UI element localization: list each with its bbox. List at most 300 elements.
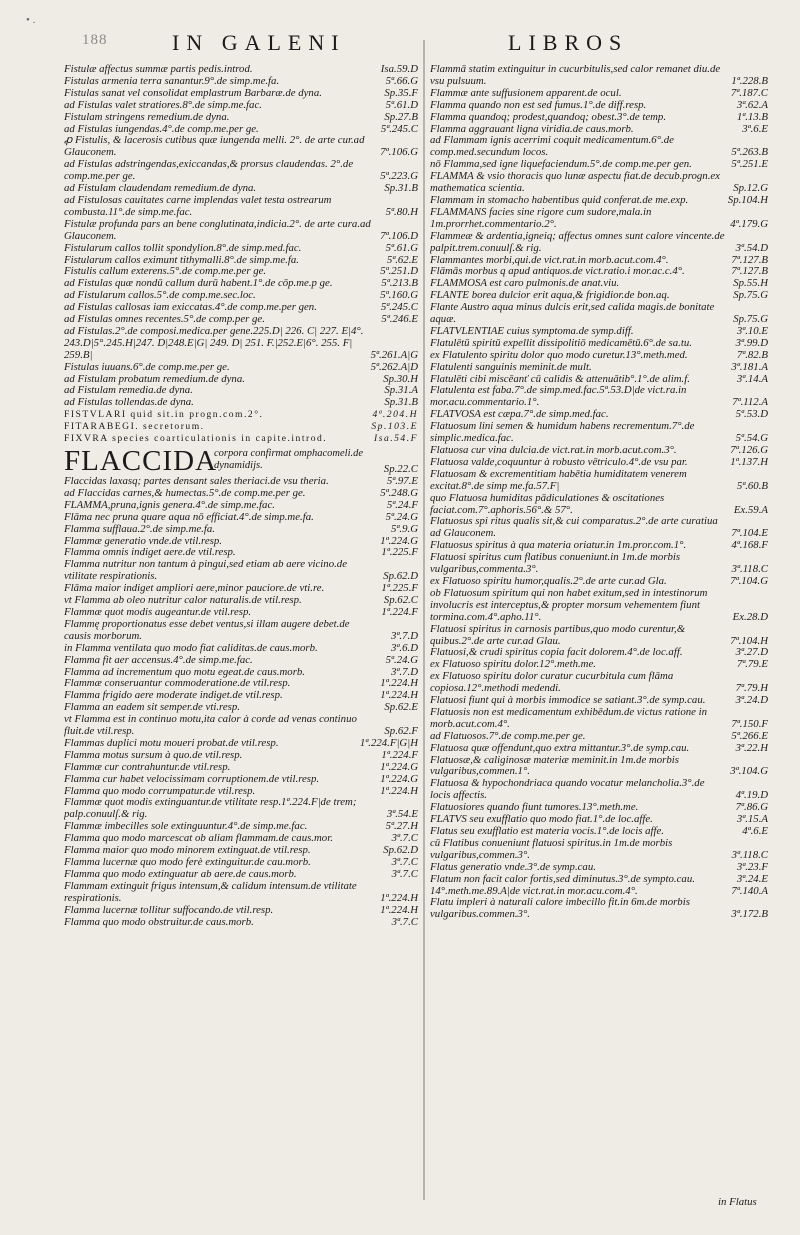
index-entry [430, 516, 768, 540]
entry-text: Flatus generatio vnde.3°.de symp.cau. [430, 861, 596, 873]
index-entry [64, 655, 418, 667]
entry-text: ad Fistulam claudendam remedium.de dyna. [64, 183, 257, 195]
entry-reference: 3ª.24.D [735, 695, 768, 707]
entry-reference: 3ª.54.D [735, 241, 768, 254]
index-entry [430, 350, 768, 362]
entry-text: Flamma lucernæ quo modo ferè extinguitur.de cau.morb. [64, 857, 311, 868]
index-entry [64, 183, 418, 195]
entry-text: Flamma an eadem sit semper.de vti.resp. [64, 702, 240, 714]
index-entry [64, 845, 418, 857]
entry-reference: Isa.59.D [380, 64, 418, 75]
entry-text: Flatulētū spiritū expellit dissipolitiō medicamētū.6°.de sa.tu. [430, 337, 692, 349]
entry-reference: 7ª.106.G [380, 146, 418, 159]
index-entry [64, 64, 418, 76]
entry-reference: 3ª.10.E [736, 325, 768, 337]
entry-text: Flamma quo modo obstruitur.de caus.morb. [64, 916, 254, 928]
index-entry [430, 814, 768, 826]
entry-text: ꝓ Fistulis, & lacerosis cutibus quæ iungenda melli. 2°. de arte cur.ad Glauconem. [64, 135, 365, 159]
entry-text: Flatuosus spiritus à qua materia oriatur.in 1m.pror.com.1°. [430, 540, 687, 552]
entry-reference: Sp.31.A [384, 385, 418, 397]
corner-mark: • . [26, 14, 36, 26]
index-entry [64, 219, 418, 243]
entry-reference: 5ª.24.G [385, 511, 418, 523]
entry-reference: 5ª.97.E [386, 476, 418, 487]
entry-text: Flamma quando non est sed fumus.1°.de diff.resp. [430, 99, 647, 111]
entry-reference: 5ª.160.G [380, 290, 418, 302]
entry-text: Fistularum callos eximunt tithymalli.8°.de simp.me.fa. [64, 254, 299, 266]
index-entry [430, 362, 768, 374]
entry-reference: 4ª.204.H [372, 409, 418, 421]
index-entry [430, 659, 768, 671]
entry-text: Fistulæ profunda pars an bene conglutinata,indicia.2°. de arte cura.ad Glauconem. [64, 218, 371, 242]
entry-reference: 3ª.15.A [736, 814, 768, 826]
index-entry [64, 397, 418, 409]
entry-text: Flamma quo modo corrumpatur.de vtil.resp. [64, 785, 256, 797]
entry-text: Flatuosa valde,coquuntur à robusto vētriculo.4°.de vsu par. [430, 456, 688, 468]
index-entry [64, 385, 418, 397]
index-entry [430, 838, 768, 862]
entry-text: Flante Austro aqua minus dulcis erit,sed calida magis.de bonitate aquæ. [430, 302, 715, 326]
entry-text: Flatulenta est faba.7°.de simp.med.fac.5ª.53.D|de vict.ra.in mor.acu.commentario.1°. [430, 385, 687, 409]
entry-text: ad Fistulas callosas iam exiccatas.4°.de comp.me.per gen. [64, 302, 317, 314]
entry-reference: Sp.55.H [733, 278, 768, 290]
entry-reference: Sp.31.B [384, 183, 418, 195]
entry-reference: 1ª.225.F [381, 583, 418, 595]
entry-reference: 7ª.104.H [730, 634, 768, 647]
entry-reference: 5ª.53.D [735, 409, 768, 421]
index-entry [430, 64, 768, 88]
entry-reference: 5ª.60.B [736, 479, 768, 492]
entry-text: Flāma nec pruna quare aqua nō efficiat.4°.de simp.me.fa. [64, 511, 314, 523]
entry-reference: 1ª.224.H [380, 678, 418, 690]
entry-text: Flamma frigido aere moderate indiget.de vtil.resp. [64, 690, 283, 702]
index-entry [430, 695, 768, 707]
left-entries-group [64, 64, 418, 445]
entry-text: ex Flatuoso spiritu dolor curatur cucurbitula cum flāma copiosa.12°.methodi medendi. [430, 671, 674, 695]
index-entry [430, 195, 768, 207]
entry-text: Flatuosis non est medicamentum exhibēdum.de victus ratione in morb.acut.com.4°. [430, 706, 708, 730]
index-entry [64, 76, 418, 88]
index-entry [430, 886, 768, 898]
entry-reference: Sp.62.D [383, 570, 418, 583]
index-entry [430, 135, 768, 159]
index-entry [430, 231, 768, 255]
entry-reference: 5ª.66.G [385, 75, 418, 87]
index-entry [64, 714, 418, 738]
section-initial-heading [64, 447, 418, 475]
entry-reference: 5ª.248.G [380, 487, 418, 499]
index-entry [430, 409, 768, 421]
index-entry [430, 802, 768, 814]
entry-reference: 7ª.140.A [731, 885, 768, 897]
entry-reference: 7ª.82.B [736, 349, 768, 361]
entry-reference: 5ª.245.C [380, 302, 418, 314]
entry-text: Flamma ad incrementum quo motu egeat.de caus.morb. [64, 666, 305, 678]
entry-text: FLAMMA & vsio thoracis quo lunæ aspectu fiat.de decub.progn.ex mathematica scientia. [430, 171, 720, 195]
index-entry [64, 559, 418, 583]
entry-reference: 1ª.224.G [380, 535, 418, 547]
entry-text: ad Fistulas omnes recentes.5°.de comp.per ge. [64, 314, 265, 326]
entry-text: Fistulam stringens remedium.de dyna. [64, 111, 230, 123]
entry-text: Flatulenti sanguinis meminit.de mult. [430, 361, 592, 373]
entry-text: Flatuosiores quando fiunt tumores.13°.meth.me. [430, 802, 639, 814]
entry-text: Flamma maior quo modo minorem extinguat.de vtil.resp. [64, 845, 311, 857]
entry-text: Flatuosi spiritus cum flatibus conueniunt.in 1m.de morbis vulgaribus,commenta.3°. [430, 552, 681, 576]
entry-text: Flamma lucernæ tollitur suffocando.de vtil.resp. [64, 904, 274, 916]
entry-text: Flamma quandoq; prodest,quandoq; obest.3°.de temp. [430, 111, 667, 123]
entry-reference: Isa.54.F [374, 433, 418, 445]
entry-text: ad Flaccidas carnes,& humectas.5°.de comp.me.per ge. [64, 487, 306, 499]
index-entry [64, 314, 418, 326]
entry-reference: 5ª.266.E [731, 730, 768, 742]
index-entry [64, 326, 418, 362]
entry-reference: Sp.62.F [384, 725, 418, 738]
entry-text: ad Flammam ignis acerrimi coquit medicamentum.6°.de comp.med.secundum locos. [430, 135, 674, 159]
entry-reference: 7ª.104.G [730, 575, 768, 587]
running-head [0, 28, 800, 58]
index-entry [64, 374, 418, 386]
entry-reference: 3ª.27.D [735, 647, 768, 659]
entry-text: Flamma omnis indiget aere.de vtil.resp. [64, 547, 236, 559]
entry-reference: Sp.35.F [384, 87, 418, 99]
index-entry [64, 833, 418, 845]
entry-text: Flatuosi fiunt qui à morbis immodice se satiant.3°.de symp.cau. [430, 695, 706, 707]
entry-text: FISTVLARI quid sit.in progn.com.2°. [64, 409, 264, 421]
index-entry [430, 755, 768, 779]
index-entry [430, 159, 768, 171]
entry-reference: 3ª.7.C [391, 868, 418, 880]
entry-reference: 7ª.106.D [380, 229, 418, 242]
entry-text: Fistularum callos tollit spondylion.8°.de simp.med.fac. [64, 242, 302, 254]
entry-text: ad Fistulas quæ nondū callum durū habent.1°.de cōp.me.p ge. [64, 278, 333, 290]
entry-text: ad Fistulas valet stratiores.8°.de simp.me.fac. [64, 99, 262, 111]
index-entry [430, 493, 768, 517]
entry-text: Flatulēti cibi miscēanť cū calidis & attenuātib°.1°.de alim.f. [430, 373, 690, 385]
entry-reference: Sp.27.B [384, 111, 418, 123]
index-entry [64, 774, 418, 786]
index-entry [64, 750, 418, 762]
entry-text: Flammę proportionatus esse debet ventus,si illam augere debet.de causis morborum. [64, 618, 350, 642]
entry-text: Flaccidas laxasq; partes densant sales theriaci.de vsu theria. [64, 476, 329, 487]
index-entry [64, 88, 418, 100]
entry-reference: 5ª.261.A|G [370, 348, 418, 361]
entry-text: Flammæ ante suffusionem apparent.de ocul. [430, 87, 622, 99]
entry-text: vt Flamma est in continuo motu,ita calor à corde ad venas continuo fluit.de vtil.resp. [64, 714, 357, 738]
entry-text: ad Fistulas adstringendas,exiccandas,& prorsus claudendas. 2°.de comp.me.per ge. [64, 159, 354, 183]
entry-reference: 4ª.179.G [730, 217, 768, 230]
entry-reference: 1ª.224.F [381, 749, 418, 761]
index-entry [430, 100, 768, 112]
entry-text: Flammantes morbi,qui.de vict.rat.in morb.acut.com.4°. [430, 254, 669, 266]
index-entry [64, 786, 418, 798]
entry-reference: 5ª.223.G [380, 170, 418, 183]
entry-text: ad Flatuosos.7°.de comp.me.per ge. [430, 730, 586, 742]
entry-text: cū Flatibus conueniunt flatuosi spiritus.in 1m.de morbis vulgaribus,commen.3°. [430, 837, 673, 861]
index-entry [430, 124, 768, 136]
entry-text: nō Flamma,sed igne liquefaciendum.5°.de comp.me.per gen. [430, 159, 692, 171]
entry-reference: 1ª.224.F|G|H [359, 737, 418, 749]
entry-text: Flammas duplici motu moueri probat.de vtil.resp. [64, 737, 279, 749]
index-entry [430, 647, 768, 659]
index-entry [430, 421, 768, 445]
index-entry [64, 524, 418, 536]
index-entry [430, 897, 768, 921]
entry-reference: 5ª.61.G [385, 242, 418, 254]
entry-text: FLATVOSA est cæpa.7°.de simp.med.fac. [430, 409, 609, 421]
entry-reference: 1ª.13.B [736, 111, 768, 123]
entry-reference: 1ª.224.H [380, 891, 418, 904]
index-entry [430, 671, 768, 695]
index-entry [430, 469, 768, 493]
index-entry [430, 385, 768, 409]
entry-text: ad Fistulosas cauitates carne implendas valet testa ostrearum combusta.11°.de simp.me.fac. [64, 194, 332, 218]
index-entry [64, 797, 418, 821]
index-entry [64, 409, 418, 421]
entry-text: Flamma aggrauant ligna viridia.de caus.morb. [430, 123, 634, 135]
entry-text: FITARABEGI. secretorum. [64, 421, 205, 433]
index-entry [64, 255, 418, 267]
index-entry [64, 690, 418, 702]
entry-text: Flatu impleri à naturali calore imbecillo fit.in 6m.de morbis vulgaribus.commen.3°. [430, 897, 690, 921]
entry-reference: 5ª.24.G [385, 654, 418, 666]
index-entry [430, 112, 768, 124]
entry-text: vt Flamma ab oleo nutritur calor naturalis.de vtil.resp. [64, 595, 302, 607]
entry-text: Flatuosi spiritus in carnosis partibus,quo modo curentur,& quibus.2°.de arte cur.ad Glau. [430, 623, 686, 647]
index-entry [64, 536, 418, 548]
entry-reference: 5ª.27.H [385, 821, 418, 833]
entry-text: Flammæ quot modis extinguantur.de vtilitate resp.1ª.224.F|de trem; palp.conuulſ.& rig. [64, 797, 357, 821]
running-title-right: LIBROS [508, 30, 629, 55]
entry-reference: 5ª.24.F [386, 499, 418, 511]
entry-text: Flatum non facit calor fortis,sed diminutus.3°.de sympto.cau. [430, 873, 695, 885]
index-entry [64, 100, 418, 112]
entry-reference: 3ª.7.C [391, 857, 418, 868]
entry-reference: 5ª.62.E [386, 254, 418, 266]
entry-text: Flāma maior indiget ampliori aere,minor pauciore.de vti.re. [64, 583, 325, 595]
column-divider [423, 40, 425, 1200]
index-entry [64, 362, 418, 374]
entry-text: ad Fistulas.2°.de composi.medica.per gene.225.D| 226. C| 227. E|4°. 243.D|5°.245.H|247. D|248.E|G| 249. D| 251. F.|252.E|6°. 255. F| 259.B| [64, 325, 364, 361]
entry-reference: Sp.62.D [383, 845, 418, 857]
entry-reference: 3ª.6.E [742, 123, 768, 135]
entry-reference: 5ª.251.E [731, 159, 768, 171]
entry-reference: 4ª.168.F [731, 540, 768, 552]
entry-text: quo Flatuosa humiditas pādiculationes & oscitationes faciat.com.7°.aphoris.56°.& 57°. [430, 492, 665, 516]
entry-reference: 7ª.86.G [735, 802, 768, 814]
entry-reference: 3ª.23.F [736, 861, 768, 873]
entry-reference: Sp.30.H [383, 373, 418, 385]
index-entry [430, 624, 768, 648]
entry-text: FLATVS seu exufflatio quo modo fiat.1°.de loc.affe. [430, 814, 653, 826]
entry-text: Flatuosæ,& caliginosæ materiæ meminit.in 1m.de morbis vulgaribus,commen.1°. [430, 754, 679, 778]
entry-reference: 5ª.213.B [381, 278, 418, 290]
entry-reference: 7ª.79.E [736, 659, 768, 671]
entry-text: Flammā statim extinguitur in cucurbitulis,sed calor remanet diu.de vsu pulsuum. [430, 64, 721, 87]
index-entry [64, 302, 418, 314]
index-entry [64, 278, 418, 290]
index-entry [430, 588, 768, 624]
entry-reference: Sp.103.E [371, 421, 418, 433]
entry-text: Flatuosum lini semen & humidum habens recrementum.7°.de simplic.medica.fac. [430, 421, 695, 445]
entry-reference: 1ª.224.H [380, 785, 418, 797]
index-column-left [64, 64, 418, 928]
index-entry [430, 255, 768, 267]
entry-reference: 1ª.225.F [381, 547, 418, 559]
index-entry [430, 290, 768, 302]
index-entry [64, 195, 418, 219]
index-entry [64, 266, 418, 278]
entry-reference: Sp.75.G [733, 313, 768, 326]
entry-text: 14°.meth.me.89.A|de vict.rat.in mor.acu.com.4°. [430, 885, 638, 897]
entry-reference: 3ª.22.H [735, 742, 768, 754]
index-entry [64, 512, 418, 524]
index-entry [430, 302, 768, 326]
entry-text: Fistulæ affectus summæ partis pedis.introd. [64, 64, 253, 75]
index-entry [430, 171, 768, 195]
index-entry [430, 266, 768, 278]
entry-reference: Sp.12.G [733, 182, 768, 195]
index-entry [430, 457, 768, 469]
entry-reference: 4ª.19.D [735, 789, 768, 802]
entry-reference: 3ª.172.B [731, 908, 768, 921]
entry-reference: 3ª.181.A [731, 361, 768, 373]
entry-text: Flammam extinguit frigus intensum,& calidum intensum.de vtilitate respirationis. [64, 880, 357, 904]
entry-reference: Sp.62.C [383, 595, 418, 607]
index-entry [64, 702, 418, 714]
entry-text: Flatuosa cur vina dulcia.de vict.rat.in morb.acut.com.3°. [430, 445, 677, 456]
index-entry [64, 135, 418, 159]
entry-reference: 3ª.6.D [391, 642, 418, 654]
entry-reference: 7ª.79.H [735, 682, 768, 695]
entry-reference: 7ª.187.C [730, 87, 768, 99]
entry-reference: 3ª.7.D [391, 666, 418, 678]
entry-reference: 5ª.9.G [391, 523, 418, 535]
entry-text: FLAMMOSA est caro pulmonis.de anat.viu. [430, 278, 620, 290]
index-entry [64, 607, 418, 619]
section-initial-tail: corpora confirmat omphacomeli.de dynamidijs. [214, 448, 364, 471]
entry-text: Flamma nutritur non tantum à pingui,sed etiam ab aere vicino.de vtilitate respirationis. [64, 559, 347, 583]
entry-reference: 7ª.126.G [730, 445, 768, 456]
entry-text: Flammæ quot modis augeantur.de vtil.resp. [64, 606, 252, 618]
index-entry [64, 917, 418, 929]
index-entry [64, 869, 418, 881]
entry-text: ad Fistularum callos.5°.de comp.me.sec.loc. [64, 290, 256, 302]
entry-reference: 1ª.228.B [731, 74, 768, 87]
index-entry [430, 731, 768, 743]
entry-text: Flatuosi,& crudi spiritus copia facit dolorem.4°.de loc.aff. [430, 647, 683, 659]
index-entry [64, 500, 418, 512]
index-entry [64, 124, 418, 136]
index-entry [64, 159, 418, 183]
index-entry [430, 88, 768, 100]
entry-text: Flammæ imbecilles sole extinguuntur.4°.de simp.me.fac. [64, 821, 308, 833]
entry-text: Flammæ conseruantur commoderatione.de vtil.resp. [64, 678, 291, 690]
entry-reference: 3ª.104.G [730, 765, 768, 778]
entry-text: Fistulas sanat vel consolidat emplastrum Barbaræ.de dyna. [64, 87, 322, 99]
entry-reference: 1ª.224.G [380, 773, 418, 785]
entry-text: Flatuosam & excrementitiam habētia humiditatem venerem excitat.8°.de simp me.fa.57.F| [430, 468, 687, 492]
entry-text: Flamma quo modo extinguatur ab aere.de caus.morb. [64, 868, 297, 880]
index-entry [64, 857, 418, 869]
entry-reference: 3ª.62.A [736, 99, 768, 111]
entry-text: Flammæ cur contrahuntur.de vtil.resp. [64, 761, 231, 773]
entry-reference: Sp.104.H [727, 194, 768, 206]
entry-text: Flammæ generatio vnde.de vtil.resp. [64, 535, 222, 547]
index-entry [430, 540, 768, 552]
entry-reference: 5ª.251.D [380, 266, 418, 278]
entry-reference: 7ª.127.B [731, 266, 768, 278]
entry-text: Flammeæ & ardentia,igneiq; affectus omnes sunt calore vincente.de palpit.trem.conuulſ.& rig. [430, 230, 725, 254]
index-entry [64, 738, 418, 750]
entry-reference: 1ª.224.H [380, 690, 418, 702]
index-entry [430, 278, 768, 290]
entry-text: Flamma fit aer accensus.4°.de simp.me.fac. [64, 654, 253, 666]
entry-text: ex Flatulento spiritu dolor quo modo curetur.13°.meth.med. [430, 349, 688, 361]
entry-reference: 1ª.137.H [730, 456, 768, 468]
index-entry [64, 643, 418, 655]
entry-reference: 3ª.7.C [391, 916, 418, 928]
catchword: in Flatus [718, 1196, 757, 1208]
index-entry [430, 338, 768, 350]
entry-text: Flatuosa & hypochondriaca quando vocatur melancholia.3°.de locis affectis. [430, 778, 705, 802]
entry-reference: Ex.28.D [732, 610, 768, 623]
index-column-right [430, 64, 768, 921]
index-entry [64, 243, 418, 255]
entry-reference: 5ª.246.E [381, 314, 418, 326]
entry-reference: Sp.62.E [384, 702, 418, 714]
entry-text: in Flamma ventilata quo modo fiat caliditas.de caus.morb. [64, 642, 318, 654]
index-entry [64, 762, 418, 774]
index-entry [64, 476, 418, 488]
index-entry [430, 552, 768, 576]
index-entry [430, 874, 768, 886]
entry-text: ex Flatuoso spiritu humor,qualis.2°.de arte cur.ad Gla. [430, 575, 667, 587]
index-entry [430, 326, 768, 338]
entry-reference: 7ª.104.E [731, 527, 768, 540]
index-entry [430, 778, 768, 802]
index-entry [430, 445, 768, 457]
entry-reference: 5ª.61.D [385, 99, 418, 111]
right-entries-group [430, 64, 768, 921]
index-entry [64, 619, 418, 643]
entry-text: FIXVRA species coarticulationis in capite.introd. [64, 433, 328, 445]
index-entry [64, 583, 418, 595]
entry-text: Flamma motus sursum à quo.de vtil.resp. [64, 749, 243, 761]
entry-reference: 3ª.118.C [731, 563, 768, 576]
index-entry [430, 826, 768, 838]
index-entry [64, 112, 418, 124]
entry-reference: 5ª.54.G [735, 432, 768, 445]
entry-text: FLAMMA,pruna,ignis genera.4°.de simp.me.fac. [64, 499, 275, 511]
index-entry [430, 576, 768, 588]
entry-reference: Ex.59.A [733, 503, 768, 516]
index-entry [64, 290, 418, 302]
entry-reference: 3ª.7.C [391, 833, 418, 845]
index-entry [430, 743, 768, 755]
index-entry [64, 905, 418, 917]
entry-text: ad Fistulam probatum remedium.de dyna. [64, 373, 245, 385]
entry-text: ad Fistulas iungendas.4°.de comp.me.per ge. [64, 123, 259, 135]
entry-text: Flatus seu exufflatio est materia vocis.1°.de locis affe. [430, 826, 665, 837]
entry-reference: 3ª.54.E [386, 808, 418, 821]
running-title-left: IN GALENI [172, 30, 346, 55]
left-entries-group-2 [64, 476, 418, 928]
entry-text: Flamma cur habet velocissimam corruptionem.de vtil.resp. [64, 773, 320, 785]
section-initial-ref: Sp.22.C [383, 463, 418, 475]
entry-reference: 5ª.245.C [380, 123, 418, 135]
entry-text: Fistulas iuuans.6°.de comp.me.per ge. [64, 361, 230, 373]
entry-reference: 7ª.150.F [731, 717, 768, 730]
